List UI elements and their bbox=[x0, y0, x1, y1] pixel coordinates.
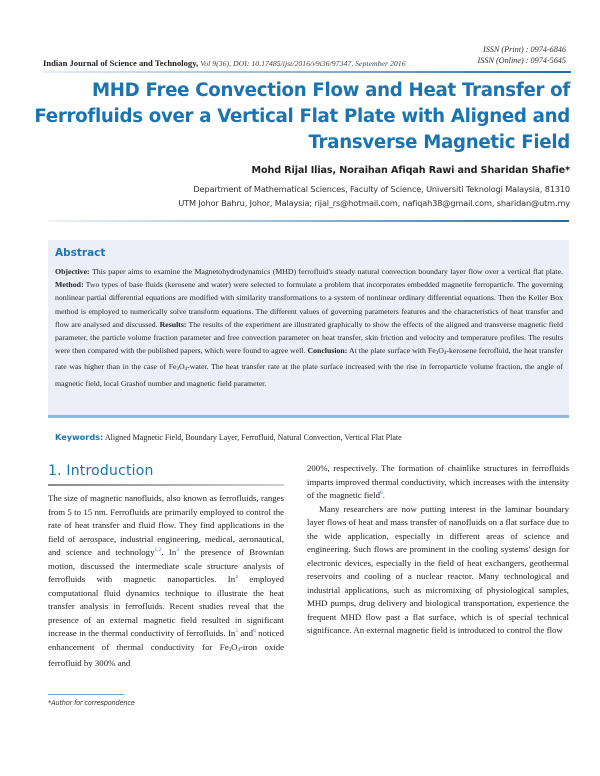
correspondence-footnote: *Author for correspondence bbox=[48, 699, 135, 707]
subscript: 3 bbox=[435, 351, 439, 357]
citation-link[interactable]: 6 bbox=[380, 490, 383, 497]
text-run: . In bbox=[161, 547, 177, 557]
keywords bbox=[55, 432, 402, 442]
paper-title: MHD Free Convection Flow and Heat Transfer of Ferrofluids over a Vertical Flat Plate with Aligned and Transverse Magnetic Field bbox=[34, 80, 570, 153]
header-divider bbox=[43, 71, 571, 73]
method-label: Method: bbox=[55, 280, 84, 290]
oxygen-symbol: O bbox=[179, 362, 185, 372]
method-text: Two types of base fluids (kerosene and water) were selected to formulate a problem that incorporates embedded magnetite ferroparticle. The governing nonlinear partial differential equations are modified with similarity transformations to a system of nonlinear ordinary differential equations. Then the Keller Box method is employed to numerically solve transform equations. The different values of governing parameters features and the characteristics of heat transfer and flow are analysed and discussed. bbox=[55, 280, 563, 329]
text-run: 200%, respectively. The formation of chainlike structures in ferrofluids imparts improved thermal conductivity, which increases with the intensity of the magnetic field bbox=[307, 463, 569, 500]
abstract-body bbox=[55, 265, 563, 390]
oxygen-symbol: O bbox=[438, 346, 444, 356]
citation-link[interactable]: 1,2 bbox=[154, 547, 162, 554]
text-run: The size of magnetic nanofluids, also known as ferrofluids, ranges from 5 to 15 nm. Ferrofluids are primarily employed to control the rate of heat transfer and fluid flow. They find applications in the field of aerospace, industrial engineering, medical, aeronautical, and science and technology bbox=[48, 493, 284, 557]
issn-print: ISSN (Print) : 0974-6846 bbox=[482, 45, 566, 54]
issn-online: ISSN (Online) : 0974-5645 bbox=[477, 56, 566, 65]
issn-block bbox=[478, 44, 566, 66]
objective-text: This paper aims to examine the Magnetohydrodynamics (MHD) ferrofluid's steady natural convection boundary layer flow over a vertical flat plate. bbox=[89, 267, 563, 276]
footnote-divider bbox=[48, 694, 124, 695]
text-run: and bbox=[238, 628, 254, 638]
affiliation-line-2: UTM Johor Bahru, Johor, Malaysia; rijal_rs@hotmail.com, nafiqah38@gmail.com, sharidan@utm.my bbox=[178, 197, 570, 208]
section-divider bbox=[48, 484, 284, 486]
abstract-box bbox=[48, 240, 569, 418]
keywords-text: Aligned Magnetic Field, Boundary Layer, Ferrofluid, Natural Convection, Vertical Flat Plate bbox=[103, 433, 402, 442]
conclusion-text-a: At the plate surface with Fe bbox=[347, 346, 436, 356]
results-text: The results of the experiment are illustrated graphically to show the effects of the aligned and transverse magnetic field parameter, the particle volume fraction parameter and free convection parameter on heat transfer, skin friction and velocity and temperature profiles. The results were then compared with the published papers, which were found to agree well. bbox=[55, 319, 563, 356]
text-run: . bbox=[382, 490, 385, 500]
oxygen-symbol: O bbox=[231, 641, 238, 652]
citation-link[interactable]: 4 bbox=[235, 574, 238, 581]
text-run: -iron oxide ferrofluid by 300% and bbox=[48, 641, 285, 668]
conclusion-text-c: -water. The heat transfer rate at the plate surface increased with the rise in ferroparticle volume fraction, the angle of magnetic field, local Grashof number and magnetic field parameter. bbox=[55, 362, 564, 388]
subscript: 4 bbox=[237, 647, 240, 653]
journal-name: Indian Journal of Science and Technology, bbox=[43, 58, 199, 68]
body-column-left bbox=[48, 492, 284, 671]
journal-meta: Vol 9(36), DOI: 10.17485/ijst/2016/v9i36/97347, September 2016 bbox=[200, 59, 406, 68]
results-label: Results: bbox=[159, 319, 187, 329]
keywords-label: Keywords: bbox=[55, 432, 104, 442]
affiliation-divider bbox=[48, 220, 569, 222]
subscript: 4 bbox=[184, 367, 188, 373]
intro-paragraph-1-continued bbox=[307, 462, 569, 503]
affiliation-line-1: Department of Mathematical Sciences, Faculty of Science, Universiti Teknologi Malaysia, 81310 bbox=[193, 184, 570, 194]
text-run: employed computational fluid dynamics technique to illustrate the heat transfer analysis in ferrofluids. Recent studies reveal that the presence of an external magnetic field resulted in significant increase in the thermal conductivity of ferrofluids. In bbox=[48, 574, 285, 638]
affiliation bbox=[10, 183, 570, 210]
conclusion-text-b: -kerosene ferrofluid, the heat transfer rate was higher than in the case of Fe bbox=[55, 346, 563, 372]
intro-paragraph-2: Many researchers are now putting interest in the laminar boundary layer flows of heat and mass transfer of nanofluids on a flat surface due to the wide application, especially in different areas of science and engineering. Such flows are prominent in the cooling systems' design for electronic devices, especially in the field of heat exchangers, geothermal reservoirs and cooling of a nuclear reactor. Many technological and industrial applications, such as micromixing of physiological samples, MHD pumps, drug delivery and biological transportation, experience the frequent MHD flow past a flat surface, which is of special technical significance. An external magnetic field is introduced to control the flow bbox=[307, 503, 569, 635]
citation-link[interactable]: 3 bbox=[176, 547, 179, 554]
paper-authors: Mohd Rijal Ilias, Noraihan Afiqah Rawi and Sharidan Shafie* bbox=[251, 165, 570, 176]
subscript: 4 bbox=[443, 351, 447, 357]
text-run: noticed enhancement of thermal conductivity for Fe bbox=[48, 628, 285, 652]
section-heading-introduction: 1. Introduction bbox=[48, 463, 154, 479]
abstract-heading: Abstract bbox=[55, 247, 106, 259]
citation-link[interactable]: 6 bbox=[253, 628, 256, 635]
objective-label: Objective: bbox=[55, 267, 90, 276]
body-column-right bbox=[307, 462, 569, 638]
text-run: the presence of Brownian motion, discussed the intermediate scale structure analysis of ferrofluids with magnetic nanoparticles. In bbox=[48, 547, 284, 584]
subscript: 3 bbox=[228, 647, 232, 653]
subscript: 3 bbox=[176, 367, 180, 373]
citation-link[interactable]: 5 bbox=[235, 628, 239, 635]
conclusion-label: Conclusion: bbox=[307, 346, 348, 356]
intro-paragraph-1 bbox=[48, 492, 284, 671]
journal-citation bbox=[43, 58, 406, 68]
